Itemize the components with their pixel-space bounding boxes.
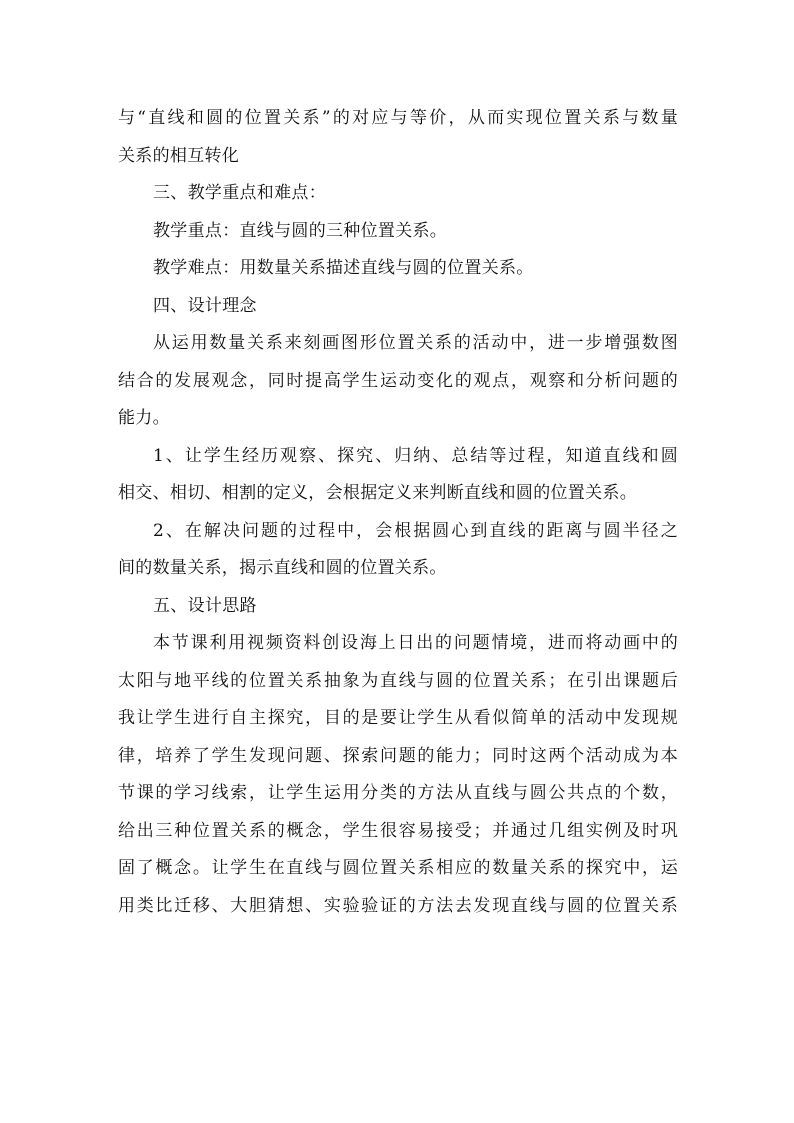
text-line: 与“直线和圆的位置关系”的对应与等价，从而实现位置关系与数量 [118, 108, 678, 128]
paragraph-goal-2 [118, 513, 678, 588]
paragraph-continuation [118, 100, 678, 175]
text-line: 能力。 [118, 408, 170, 428]
section-heading-design-concept [118, 288, 678, 326]
paragraph-difficult-point [118, 250, 678, 288]
text-line: 教学难点：用数量关系描述直线与圆的位置关系。 [153, 258, 534, 278]
text-line: 四、设计理念 [153, 295, 257, 316]
text-line: 从运用数量关系来刻画图形位置关系的活动中，进一步增强数图 [153, 333, 678, 353]
text-line: 相交、相切、相割的定义，会根据定义来判断直线和圆的位置关系。 [118, 483, 637, 503]
paragraph-design-idea [118, 625, 678, 925]
text-line: 本节课利用视频资料创设海上日出的问题情境，进而将动画中的 [153, 633, 678, 653]
text-line: 固了概念。让学生在直线与圆位置关系相应的数量关系的探究中，运 [118, 858, 678, 878]
text-line: 教学重点：直线与圆的三种位置关系。 [153, 220, 448, 241]
paragraph-key-point [118, 213, 678, 251]
document-page [118, 100, 678, 925]
paragraph-design-concept [118, 325, 678, 438]
section-heading-design-idea [118, 588, 678, 626]
text-line: 结合的发展观念，同时提高学生运动变化的观点，观察和分析问题的 [118, 370, 678, 391]
text-line: 三、教学重点和难点： [153, 183, 326, 203]
text-line: 太阳与地平线的位置关系抽象为直线与圆的位置关系；在引出课题后 [118, 670, 678, 691]
section-heading-key-points [118, 175, 678, 213]
text-line: 五、设计思路 [153, 595, 257, 616]
text-line: 间的数量关系，揭示直线和圆的位置关系。 [118, 558, 447, 578]
text-line: 1、让学生经历观察、探究、归纳、总结等过程，知道直线和圆 [153, 445, 678, 466]
text-line: 关系的相互转化 [118, 145, 240, 166]
text-line: 节课的学习线索，让学生运用分类的方法从直线与圆公共点的个数， [118, 783, 678, 803]
text-line: 2、在解决问题的过程中，会根据圆心到直线的距离与圆半径之 [153, 520, 678, 541]
paragraph-goal-1 [118, 438, 678, 513]
text-line: 用类比迁移、大胆猜想、实验验证的方法去发现直线与圆的位置关系 [118, 895, 678, 916]
text-line: 律，培养了学生发现问题、探索问题的能力；同时这两个活动成为本 [118, 745, 678, 766]
text-line: 给出三种位置关系的概念，学生很容易接受；并通过几组实例及时巩 [118, 820, 678, 841]
text-line: 我让学生进行自主探究，目的是要让学生从看似简单的活动中发现规 [118, 708, 678, 728]
